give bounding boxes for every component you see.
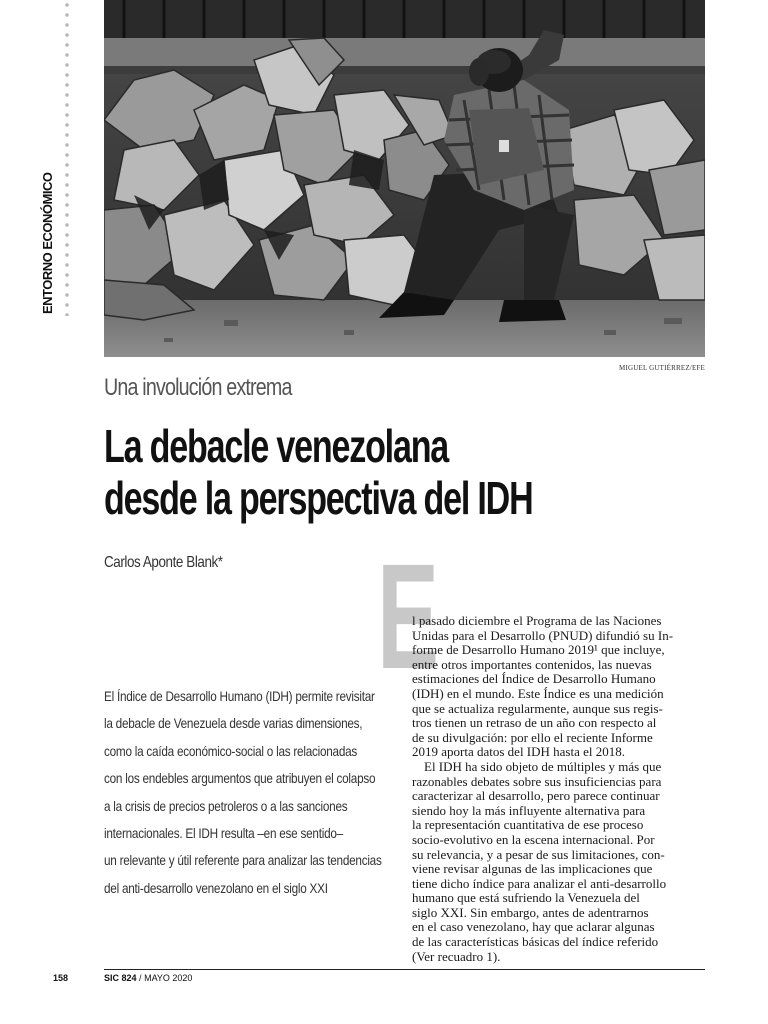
- issue-date: MAYO 2020: [144, 973, 193, 983]
- photo-man-on-rubble: [104, 0, 705, 357]
- footer-separator: /: [139, 973, 142, 983]
- body-line: viene revisar algunas de las implicaciones que: [412, 861, 653, 877]
- article-body: [412, 614, 712, 964]
- magazine-issue: SIC 824: [104, 973, 137, 983]
- summary-line: a la crisis de precios petroleros o a las sanciones: [104, 797, 348, 814]
- article-kicker: Una involución extrema: [104, 374, 292, 401]
- summary-line: como la caída económico-social o las relacionadas: [104, 742, 358, 759]
- body-line: caracterizar al desarrollo, pero parece continuar: [412, 788, 660, 804]
- body-line: forme de Desarrollo Humano 2019¹ que incluye,: [412, 642, 665, 658]
- body-line: estimaciones del Índice de Desarrollo Humano: [412, 671, 656, 687]
- article-author: Carlos Aponte Blank*: [104, 554, 223, 571]
- body-line: tiene dicho índice para analizar el anti-desarrollo: [412, 875, 667, 891]
- body-line: siendo hoy la más influyente alternativa para: [412, 802, 646, 818]
- body-line: humano que está sufriendo la Venezuela del: [412, 890, 640, 906]
- headline-line: desde la perspectiva del IDH: [104, 472, 533, 524]
- body-line: de las características básicas del índice referido: [412, 934, 659, 950]
- article-headline: [104, 420, 533, 524]
- summary-line: un relevante y útil referente para analizar las tendencias: [104, 852, 382, 869]
- body-line: (Ver recuadro 1).: [412, 948, 501, 964]
- summary-line: del anti-desarrollo venezolano en el siglo XXI: [104, 879, 328, 896]
- body-line: de su divulgación: por ello el reciente Informe: [412, 729, 653, 745]
- summary-line: la debacle de Venezuela desde varias dimensiones,: [104, 715, 363, 732]
- body-line: tros tienen un retraso de un año con respecto al: [412, 715, 657, 731]
- photo-credit: MIGUEL GUTIÉRREZ/EFE: [619, 364, 705, 372]
- body-line: (IDH) en el mundo. Este Índice es una medición: [412, 685, 664, 701]
- footer-divider: [104, 969, 705, 970]
- article-summary: [104, 683, 381, 902]
- body-line: l pasado diciembre el Programa de las Naciones: [412, 613, 662, 628]
- footer-publication: [104, 973, 192, 983]
- body-line: Unidas para el Desarrollo (PNUD) difundió su In-: [412, 627, 674, 643]
- body-line: que se actualiza regularmente, aunque sus regis-: [412, 700, 663, 716]
- body-line: 2019 aporta datos del IDH hasta el 2018.: [412, 744, 626, 760]
- body-line: su relevancia, y a pesar de sus limitaciones, con-: [412, 846, 665, 862]
- summary-line: El Índice de Desarrollo Humano (IDH) permite revisitar: [104, 688, 375, 704]
- body-line: siglo XXI. Sin embargo, antes de adentrarnos: [412, 904, 649, 920]
- page-number: 158: [53, 973, 69, 983]
- body-line: entre otros importantes contenidos, las nuevas: [412, 656, 652, 672]
- body-line: razonables debates sobre sus insuficiencias para: [412, 773, 662, 789]
- body-line: en el caso venezolano, hay que aclarar algunas: [412, 919, 655, 935]
- body-line: El IDH ha sido objeto de múltiples y más que: [424, 758, 662, 774]
- body-line: la representación cuantitativa de ese proceso: [412, 817, 644, 833]
- body-line: socio-evolutivo en la escena internacional. Por: [412, 831, 655, 847]
- section-label: ENTORNO ECONÓMICO: [40, 172, 55, 314]
- headline-line: La debacle venezolana: [104, 420, 449, 472]
- summary-line: internacionales. El IDH resulta –en ese sentido–: [104, 825, 343, 842]
- article-photo: [104, 0, 705, 357]
- drop-cap-letter: E: [377, 560, 440, 670]
- decorative-dot-column: [63, 0, 71, 316]
- summary-line: con los endebles argumentos que atribuyen el colapso: [104, 770, 376, 787]
